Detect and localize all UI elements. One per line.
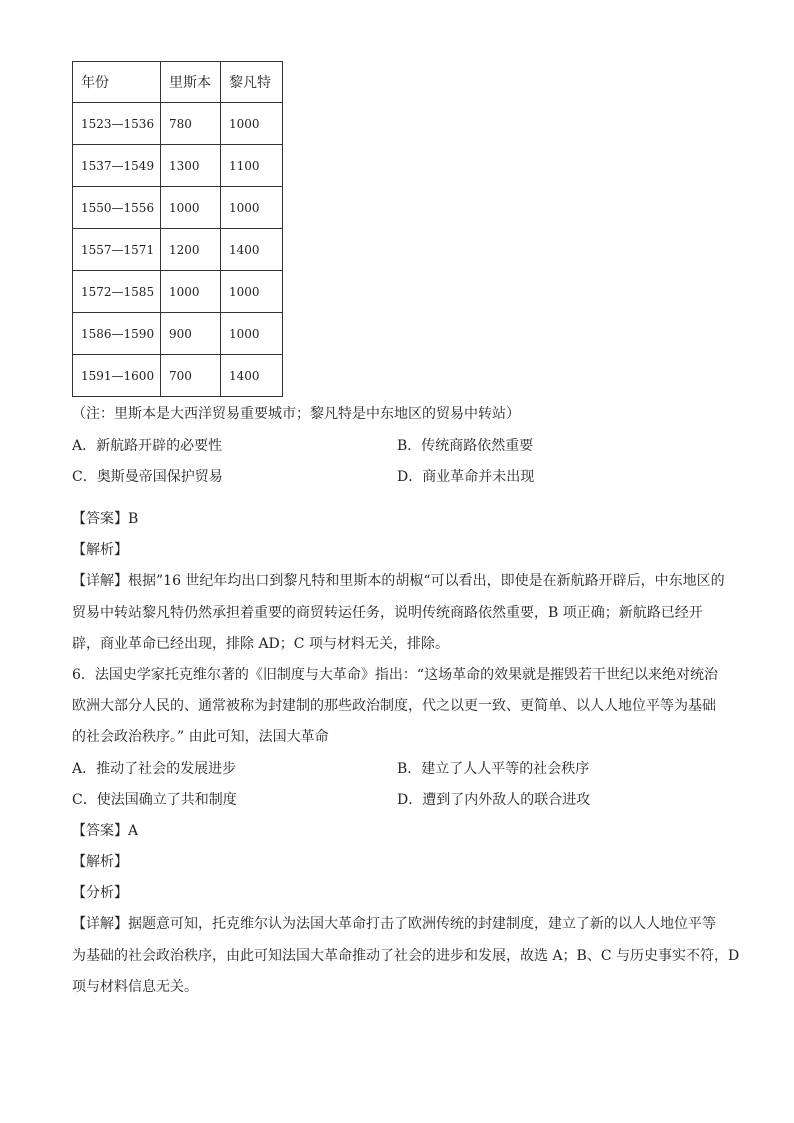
q6-answer: 【答案】A: [72, 823, 139, 839]
q6-detail-line-2: 为基础的社会政治秩序，由此可知法国大革命推动了社会的进步和发展，故选 A；B、C 与历史事实不符，D: [72, 948, 740, 964]
header-levant: 黎凡特: [221, 62, 283, 103]
q6-option-d: D．遭到了内外敌人的联合进攻: [397, 792, 591, 808]
table-row: [73, 103, 283, 145]
table-row: [73, 313, 283, 355]
cell-levant: 1000: [221, 103, 283, 145]
cell-lisbon: 780: [161, 103, 221, 145]
cell-year: 1550—1556: [73, 187, 161, 229]
q5-option-a: A．新航路开辟的必要性: [72, 438, 223, 454]
table-header-row: [73, 62, 283, 103]
q6-stem-line-1: 6．法国史学家托克维尔著的《旧制度与大革命》指出：“这场革命的效果就是摧毁若干世纪以来绝对统治: [72, 667, 719, 683]
cell-lisbon: 900: [161, 313, 221, 355]
q6-option-b: B．建立了人人平等的社会秩序: [397, 761, 590, 777]
table-row: [73, 145, 283, 187]
q5-detail-line-1: 【详解】根据”16 世纪年均出口到黎凡特和里斯本的胡椒“可以看出，即使是在新航路开辟后，中东地区的: [72, 573, 725, 589]
q5-detail-line-2: 贸易中转站黎凡特仍然承担着重要的商贸转运任务，说明传统商路依然重要，B 项正确；新航路已经开: [72, 605, 703, 621]
q5-detail-line-3: 辟，商业革命已经出现，排除 AD；C 项与材料无关，排除。: [72, 636, 449, 652]
cell-lisbon: 1000: [161, 271, 221, 313]
cell-lisbon: 1000: [161, 187, 221, 229]
cell-levant: 1000: [221, 313, 283, 355]
q5-option-c: C．奥斯曼帝国保护贸易: [72, 469, 223, 485]
pepper-export-table: [72, 61, 283, 397]
q5-option-b: B．传统商路依然重要: [397, 438, 534, 454]
table-row: [73, 229, 283, 271]
header-year: 年份: [73, 62, 161, 103]
cell-levant: 1100: [221, 145, 283, 187]
table-note: （注：里斯本是大西洋贸易重要城市；黎凡特是中东地区的贸易中转站）: [72, 406, 520, 422]
q6-detail-line-1: 【详解】据题意可知，托克维尔认为法国大革命打击了欧洲传统的封建制度，建立了新的以人人地位平等: [72, 916, 716, 932]
header-lisbon: 里斯本: [161, 62, 221, 103]
q6-detail-line-3: 项与材料信息无关。: [72, 979, 198, 995]
q6-analysis-label: 【解析】: [72, 854, 128, 870]
cell-levant: 1400: [221, 355, 283, 397]
q6-stem-line-3: 的社会政治秩序。” 由此可知，法国大革命: [72, 729, 329, 745]
cell-levant: 1000: [221, 271, 283, 313]
cell-lisbon: 1200: [161, 229, 221, 271]
cell-year: 1586—1590: [73, 313, 161, 355]
q6-fenxi-label: 【分析】: [72, 885, 128, 901]
cell-lisbon: 700: [161, 355, 221, 397]
q6-option-c: C．使法国确立了共和制度: [72, 792, 237, 808]
cell-year: 1572—1585: [73, 271, 161, 313]
table-row: [73, 355, 283, 397]
table-row: [73, 271, 283, 313]
q5-option-d: D．商业革命并未出现: [397, 469, 535, 485]
cell-year: 1523—1536: [73, 103, 161, 145]
q5-analysis-label: 【解析】: [72, 542, 128, 558]
cell-year: 1557—1571: [73, 229, 161, 271]
cell-levant: 1400: [221, 229, 283, 271]
cell-year: 1591—1600: [73, 355, 161, 397]
cell-year: 1537—1549: [73, 145, 161, 187]
q6-stem-line-2: 欧洲大部分人民的、通常被称为封建制的那些政治制度，代之以更一致、更简单、以人人地位平等为基础: [72, 698, 716, 714]
cell-lisbon: 1300: [161, 145, 221, 187]
q6-option-a: A．推动了社会的发展进步: [72, 761, 237, 777]
table-row: [73, 187, 283, 229]
q5-answer: 【答案】B: [72, 511, 139, 527]
cell-levant: 1000: [221, 187, 283, 229]
